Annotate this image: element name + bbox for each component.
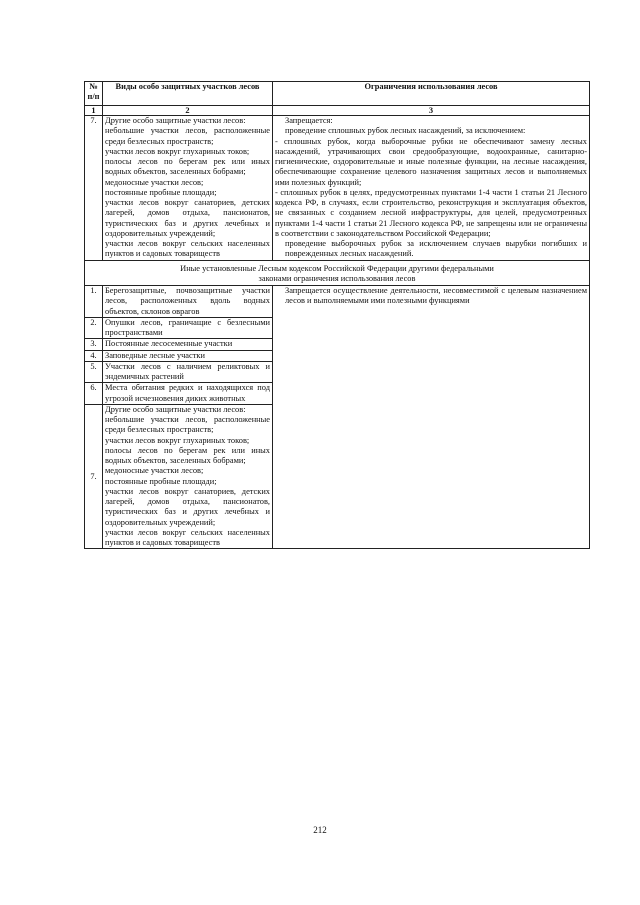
header-restrictions: Ограничения использования лесов xyxy=(273,82,590,106)
column-numbers-row xyxy=(85,106,590,116)
restrictions-table xyxy=(84,81,590,549)
list-item: Запрещается: xyxy=(285,116,333,126)
list-item: проведение выборочных рубок за исключением случаев вырубки погибших и поврежденных лесных насаждений. xyxy=(285,239,587,259)
table-row xyxy=(85,116,590,261)
row-number: 4. xyxy=(85,350,103,361)
list-item: небольшие участки лесов, расположенные среди безлесных пространств; xyxy=(105,415,270,435)
list-item: участки лесов вокруг сельских населенных пунктов и садовых товариществ xyxy=(105,239,270,259)
section-title: Иные установленные Лесным кодексом Российской Федерации другими федеральными законами ограничения использования лесов xyxy=(85,260,590,286)
row-type: Заповедные лесные участки xyxy=(103,350,273,361)
list-item: - сплошных рубок, когда выборочные рубки не обеспечивают замену лесных насаждений, утрачивающих свои средообразующие, водоохранные, санитарно-гигиенические, оздоровительные и иные полезные функции, на лесные насаждения, обеспечивающие сохранение целевого назначения защитных лесов и выполняемых ими полезных функций; xyxy=(275,136,587,187)
row-number: 5. xyxy=(85,361,103,383)
row-number: 1. xyxy=(85,286,103,318)
list-item: полосы лесов по берегам рек или иных водных объектов, заселенных бобрами; xyxy=(105,157,270,177)
header-types: Виды особо защитных участков лесов xyxy=(103,82,273,106)
row-types xyxy=(103,404,273,549)
list-item: участки лесов вокруг санаториев, детских лагерей, домов отдыха, пансионатов, туристических баз и других лечебных и оздоровительных учреждений; xyxy=(105,486,270,527)
table-row xyxy=(85,286,590,318)
page-number: 212 xyxy=(313,825,327,835)
table-header-row xyxy=(85,82,590,106)
list-item: медоносные участки лесов; xyxy=(105,177,204,187)
column-number: 2 xyxy=(103,106,273,116)
list-item: проведение сплошных рубок лесных насаждений, за исключением: xyxy=(285,126,526,136)
row-type: Постоянные лесосеменные участки xyxy=(103,339,273,350)
list-item: участки лесов вокруг глухариных токов; xyxy=(105,146,250,156)
row-type: Берегозащитные, почвозащитные участки лесов, расположенных вдоль водных объектов, склонов оврагов xyxy=(103,286,273,318)
row-number: 7. xyxy=(85,404,103,549)
section-restriction: Запрещается осуществление деятельности, несовместимой с целевым назначением лесов и выполняемыми ими полезными функциями xyxy=(273,286,590,549)
row-type: Опушки лесов, граничащие с безлесными пространствами xyxy=(103,317,273,339)
row-number: 2. xyxy=(85,317,103,339)
row-type: Участки лесов с наличием реликтовых и эндемичных растений xyxy=(103,361,273,383)
list-item: участки лесов вокруг санаториев, детских лагерей, домов отдыха, пансионатов, туристических баз и других лечебных и оздоровительных учреждений; xyxy=(105,198,270,238)
row-number: 7. xyxy=(85,116,103,261)
list-item: Другие особо защитные участки лесов: xyxy=(105,404,246,414)
header-num: № п/п xyxy=(85,82,103,106)
column-number: 3 xyxy=(273,106,590,116)
list-item: - сплошных рубок в целях, предусмотренных пунктами 1-4 части 1 статьи 21 Лесного кодекса РФ, в случаях, если строительство, реконструкция и эксплуатация объектов, не связанных с созданием лесной инфраструктуры, для целей, предусмотренных пунктами 1-4 части 1 статьи 21 Лесного кодекса РФ, не запрещены или не ограничены в соответствии с законодательством Российской Федерации; xyxy=(275,187,587,238)
list-item: постоянные пробные площади; xyxy=(105,187,217,197)
list-item: Другие особо защитные участки лесов: xyxy=(105,116,246,126)
row-types xyxy=(103,116,273,261)
column-number: 1 xyxy=(85,106,103,116)
row-type: Места обитания редких и находящихся под угрозой исчезновения диких животных xyxy=(103,383,273,405)
list-item: медоносные участки лесов; xyxy=(105,466,204,476)
list-item: участки лесов вокруг сельских населенных пунктов и садовых товариществ xyxy=(105,527,270,548)
row-number: 6. xyxy=(85,383,103,405)
list-item: участки лесов вокруг глухариных токов; xyxy=(105,435,250,445)
list-item: полосы лесов по берегам рек или иных водных объектов, заселенных бобрами; xyxy=(105,445,270,466)
list-item: постоянные пробные площади; xyxy=(105,476,217,486)
row-number: 3. xyxy=(85,339,103,350)
row-restrictions xyxy=(273,116,590,261)
section-title-row xyxy=(85,260,590,286)
list-item: небольшие участки лесов, расположенные среди безлесных пространств; xyxy=(105,126,270,146)
